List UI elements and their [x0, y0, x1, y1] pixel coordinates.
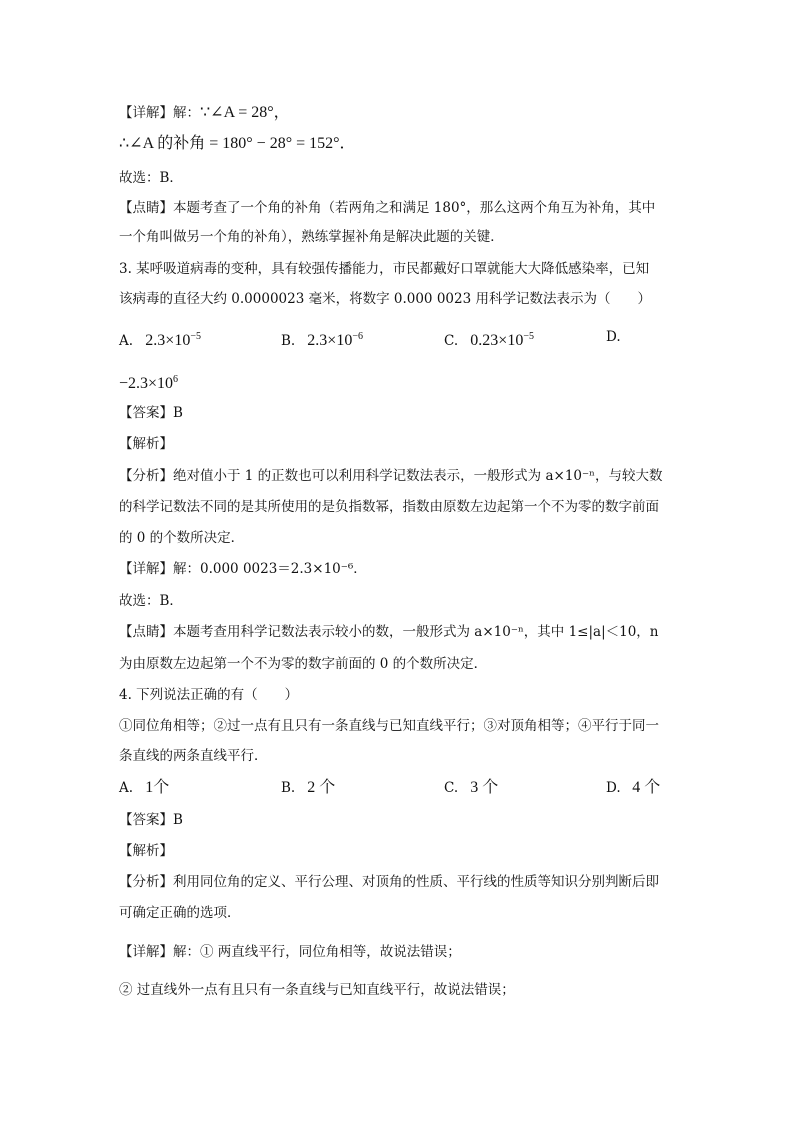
q3-option-a: [119, 327, 201, 351]
q3-option-c-value: [470, 332, 534, 349]
q4-option-d-value: 4 个: [632, 779, 661, 796]
q4-option-c: [444, 778, 498, 798]
answer-3: 【答案】B: [119, 405, 183, 421]
detail-prefix: 【详解】解：: [119, 105, 200, 121]
q4-option-d: [606, 778, 660, 798]
q4-option-a-label: A.: [119, 780, 134, 796]
q4-option-a: [119, 778, 169, 798]
q3-option-a-label: A.: [119, 333, 134, 349]
supplement-calc: ∴∠A 的补角 = 180° − 28° = 152°．: [119, 135, 356, 152]
question-4: 4. 下列说法正确的有（ ）: [119, 687, 299, 703]
detail-line: [119, 103, 290, 123]
comment-line-1: 【点睛】本题考查了一个角的补角（若两角之和满足 180°，那么这两个角互为补角，其中: [119, 200, 656, 216]
question-3-line-2: 该病毒的直径大约 0.0000023 毫米，将数字 0.000 0023 用科学记数法表示为（ ）: [119, 291, 651, 307]
q3-option-b: [281, 327, 363, 351]
question-4-body-1: ①同位角相等；②过一点有且只有一条直线与已知直线平行；③对顶角相等；④平行于同一: [119, 718, 659, 734]
analysis-3: 【解析】: [119, 436, 173, 452]
comment-line-2: 一个角叫做另一个角的补角），熟练掌握补角是解决此题的关键．: [119, 229, 504, 245]
q3-option-a-base: 2.3×10: [145, 332, 191, 349]
q3-option-b-label: B.: [281, 333, 296, 349]
q4-option-c-label: C.: [444, 780, 459, 796]
analysis-3-line-3: 的 0 的个数所决定．: [119, 530, 245, 546]
choice-3: 故选：B．: [119, 593, 183, 609]
question-4-body-2: 条直线的两条直线平行．: [119, 748, 268, 764]
q3-option-c-base: 0.23×10: [470, 332, 524, 349]
q3-option-b-exp: −6: [352, 331, 363, 342]
comment-3-line-1: 【点睛】本题考查用科学记数法表示较小的数，一般形式为 a×10⁻ⁿ，其中 1≤|a|＜10，n: [119, 624, 659, 640]
analysis-3-line-2: 的科学记数法不同的是其所使用的是负指数幂，指数由原数左边起第一个不为零的数字前面: [119, 499, 659, 515]
q4-option-a-value: 1个: [145, 779, 170, 796]
q3-option-a-value: [145, 332, 201, 349]
analysis-3-line-1: 【分析】绝对值小于 1 的正数也可以利用科学记数法表示，一般形式为 a×10⁻ⁿ，与较大数: [119, 468, 663, 484]
q3-option-b-base: 2.3×10: [307, 332, 353, 349]
q3-option-a-exp: −5: [190, 331, 201, 342]
q3-option-b-value: [307, 332, 363, 349]
answer-4: 【答案】B: [119, 812, 183, 828]
q4-option-b-value: 2 个: [307, 779, 336, 796]
q3-option-d: [606, 327, 628, 347]
q4-option-c-value: 3 个: [470, 779, 499, 796]
q3-option-c-exp: −5: [523, 331, 534, 342]
q3-option-d-exp: 6: [173, 374, 179, 385]
q3-option-d-label: D.: [606, 329, 621, 345]
given-angle: ∵∠A = 28°，: [200, 104, 290, 121]
comment-3-line-2: 为由原数左边起第一个不为零的数字前面的 0 的个数所决定．: [119, 656, 488, 672]
analysis-4: 【解析】: [119, 843, 173, 859]
detail-3: 【详解】解：0.000 0023＝2.3×10⁻⁶．: [119, 561, 367, 577]
q4-option-b: [281, 778, 335, 798]
detail-4-line-2: ② 过直线外一点有且只有一条直线与已知直线平行，故说法错误；: [119, 982, 515, 998]
question-3-line-1: 3. 某呼吸道病毒的变种，具有较强传播能力，市民都戴好口罩就能大大降低感染率，已知: [119, 261, 650, 277]
analysis-4-line-2: 可确定正确的选项．: [119, 905, 241, 921]
q3-option-d-value: [119, 370, 178, 394]
q3-option-c-label: C.: [444, 333, 459, 349]
q3-option-d-base: −2.3×10: [119, 375, 174, 392]
q4-option-b-label: B.: [281, 780, 296, 796]
q3-option-c: [444, 327, 534, 351]
q4-option-d-label: D.: [606, 780, 621, 796]
choice-line: 故选：B．: [119, 170, 183, 186]
detail-4-line-1: 【详解】解：① 两直线平行，同位角相等，故说法错误；: [119, 944, 461, 960]
analysis-4-line-1: 【分析】利用同位角的定义、平行公理、对顶角的性质、平行线的性质等知识分别判断后即: [119, 874, 659, 890]
